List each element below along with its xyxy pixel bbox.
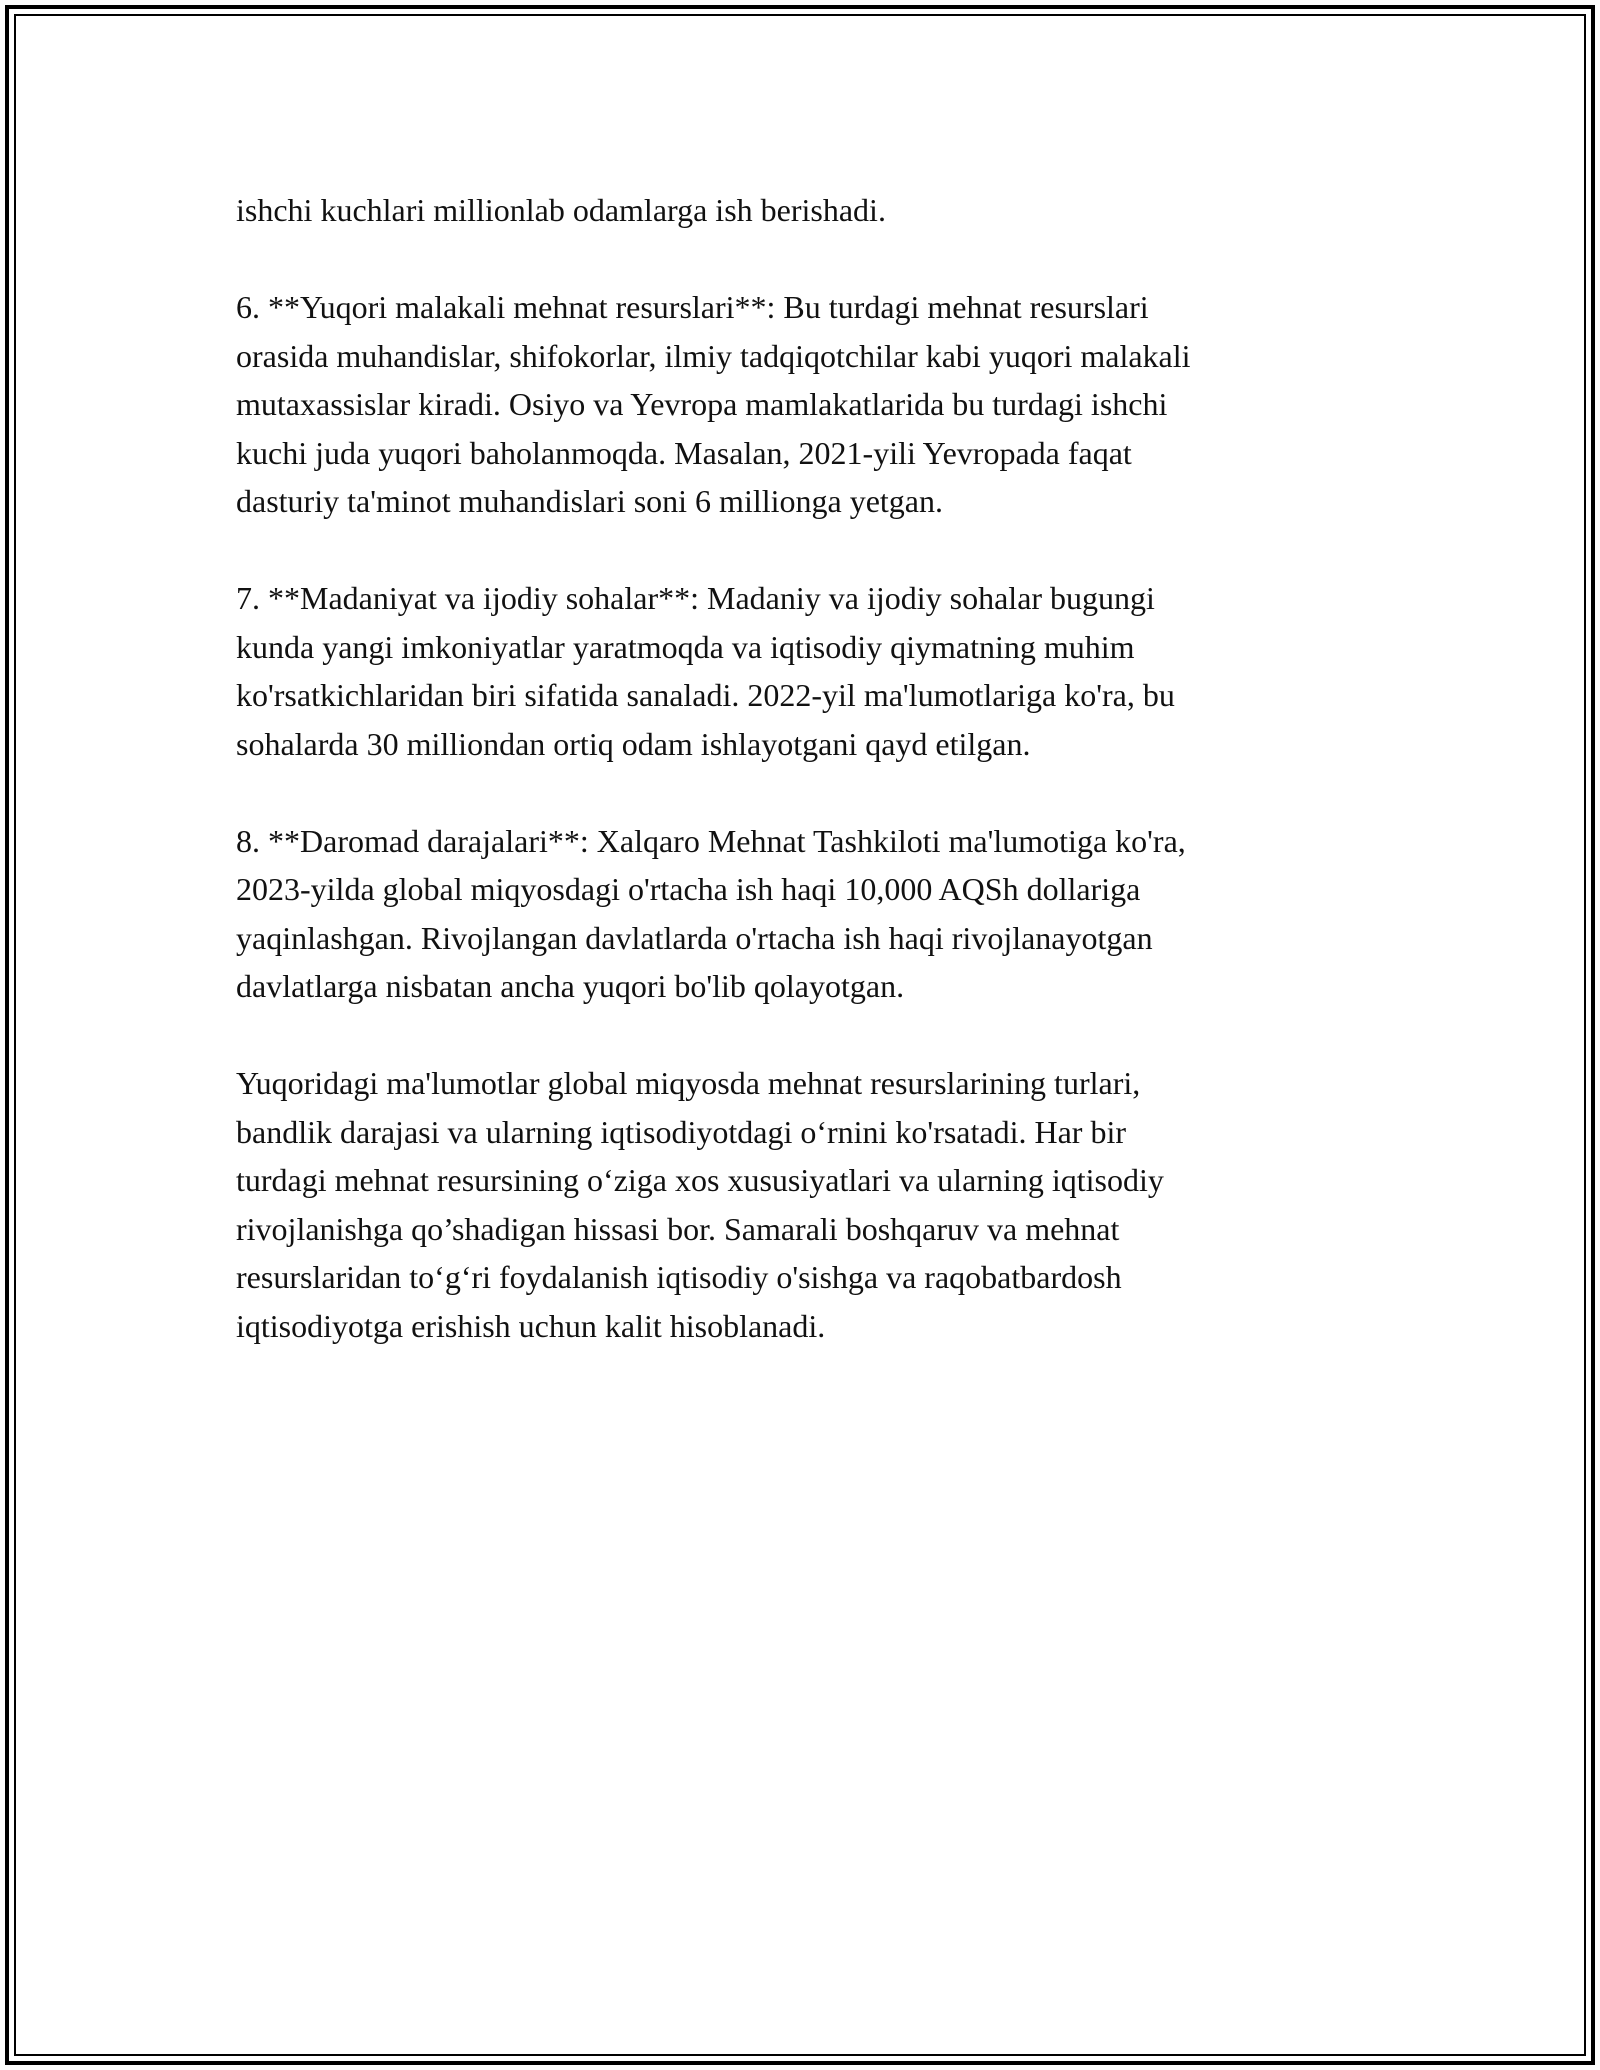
- paragraph-continuation: ishchi kuchlari millionlab odamlarga ish berishadi.: [236, 192, 886, 228]
- paragraph-item-8: 8. **Daromad darajalari**: Xalqaro Mehnat Tashkiloti ma'lumotiga ko'ra, 2023-yilda global miqyosdagi o'rtacha ish haqi 10,000 AQSh dollariga yaqinlashgan. Rivojlangan davlatlarda o'rtacha ish haqi rivojlanayotgan davlatlarga nisbatan ancha yuqori bo'lib qolayotgan.: [236, 822, 1186, 1004]
- paragraph-conclusion: Yuqoridagi ma'lumotlar global miqyosda mehnat resurslarining turlari, bandlik darajasi va ularning iqtisodiyotdagi o‘rnini ko'rsatadi. Har bir turdagi mehnat resursining o‘ziga xos xususiyatlari va ularning iqtisodiy rivojlanishga qo’shadigan hissasi bor. Samarali boshqaruv va mehnat resurslaridan to‘g‘ri foydalanish iqtisodiy o'sishga va raqobatbardosh iqtisodiyotga erishish uchun kalit hisoblanadi.: [236, 1065, 1164, 1344]
- paragraph-item-7: 7. **Madaniyat va ijodiy sohalar**: Madaniy va ijodiy sohalar bugungi kunda yangi imkoniyatlar yaratmoqda va iqtisodiy qiymatning muhim ko'rsatkichlaridan biri sifatida sanaladi. 2022-yil ma'lumotlariga ko'ra, bu sohalarda 30 milliondan ortiq odam ishlayotgani qayd etilgan.: [236, 580, 1175, 762]
- document-body: [236, 186, 1346, 1399]
- paragraph-item-6: 6. **Yuqori malakali mehnat resurslari**: Bu turdagi mehnat resurslari orasida muhandislar, shifokorlar, ilmiy tadqiqotchilar kabi yuqori malakali mutaxassislar kiradi. Osiyo va Yevropa mamlakatlarida bu turdagi ishchi kuchi juda yuqori baholanmoqda. Masalan, 2021-yili Yevropada faqat dasturiy ta'minot muhandislari soni 6 millionga yetgan.: [236, 289, 1191, 519]
